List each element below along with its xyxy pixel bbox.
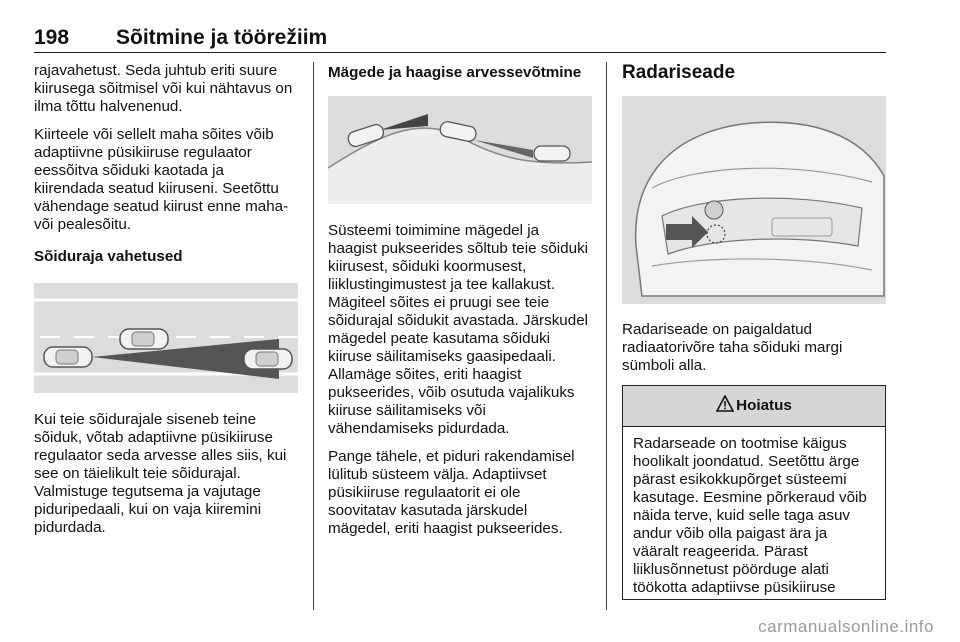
warning-title: Hoiatus bbox=[736, 397, 792, 414]
paragraph: Kiirteele või sellelt maha sõites võib adaptiivne püsikiiruse regulaator eessõitva sõiduki kaotada ja kiirendada seatud kiiruseni. Seetõttu vähendage seatud kiirust enne maha- või pealesõitu. bbox=[34, 126, 289, 233]
column-divider-1 bbox=[313, 62, 314, 610]
warning-icon bbox=[716, 395, 736, 417]
watermark: carmanualsonline.info bbox=[758, 617, 934, 636]
warning-box bbox=[622, 385, 886, 600]
header-rule bbox=[34, 52, 886, 53]
radar-unit-illustration bbox=[622, 96, 886, 304]
column-divider-2 bbox=[606, 62, 607, 610]
warning-header bbox=[623, 386, 885, 427]
paragraph: Pange tähele, et piduri rakendamisel lülitub süsteem välja. Adaptiivset püsikiiruse regulaatorit ei ole soovitatav kasutada järskudel mägedel, eriti haagist pukseerides. bbox=[328, 448, 575, 537]
column-2 bbox=[328, 62, 592, 548]
paragraph: Radariseade on paigaldatud radiaatorivõre taha sõiduki margi sümboli alla. bbox=[622, 321, 843, 374]
warning-body: Radarseade on tootmise käigus hoolikalt joondatud. Seetõttu ärge pärast esikokkupõrget süsteemi kasutage. Eesmine põrkeraud võib näida terve, kuid selle taga asuv andur võib olla paigast ära ja vääralt reageerida. Pärast liiklusõnnetust pöörduge alati töökotta adaptiivse püsikiiruse bbox=[633, 435, 867, 596]
paragraph: Kui teie sõidurajale siseneb teine sõiduk, võtab adaptiivne püsikiiruse regulaator seda arvesse alles siis, kui see on täielikult teie sõidurajal. Valmistuge tegutsema ja vajutage piduripedaali, kui on vaja kiiremini pidurdada. bbox=[34, 411, 287, 536]
paragraph: rajavahetust. Seda juhtub eriti suure kiirusega sõitmisel või kui nähtavus on ilma tõttu halvenenud. bbox=[34, 62, 293, 115]
section-heading-hills-trailer: Mägede ja haagise arvessevõtmine bbox=[328, 64, 582, 81]
section-heading-lane-change: Sõiduraja vahetused bbox=[34, 248, 183, 265]
hill-driving-illustration bbox=[328, 96, 592, 204]
page-number: 198 bbox=[34, 26, 70, 49]
column-3 bbox=[622, 62, 886, 600]
chapter-title: Sõitmine ja töörežiim bbox=[116, 26, 328, 49]
paragraph: Süsteemi toimimine mägedel ja haagist pukseerides sõltub teie sõiduki kiirusest, sõiduki koormusest, liiklustingimustest ja tee kallakust. Mägiteel sõites ei pruugi see teie sõidurajal sõidukit avastada. Järskudel mägedel peate kasutama sõiduki kiiruse säilitamiseks gaasipedaali. Allamäge sõites, eriti haagist pukseerides, võib osutuda vajalikuks kiiruse säilitamiseks või vähendamiseks pidurdada. bbox=[328, 222, 589, 437]
section-heading-radar: Radariseade bbox=[622, 62, 736, 83]
lane-change-illustration bbox=[34, 283, 298, 393]
page-header bbox=[34, 26, 886, 52]
column-1 bbox=[34, 62, 298, 547]
